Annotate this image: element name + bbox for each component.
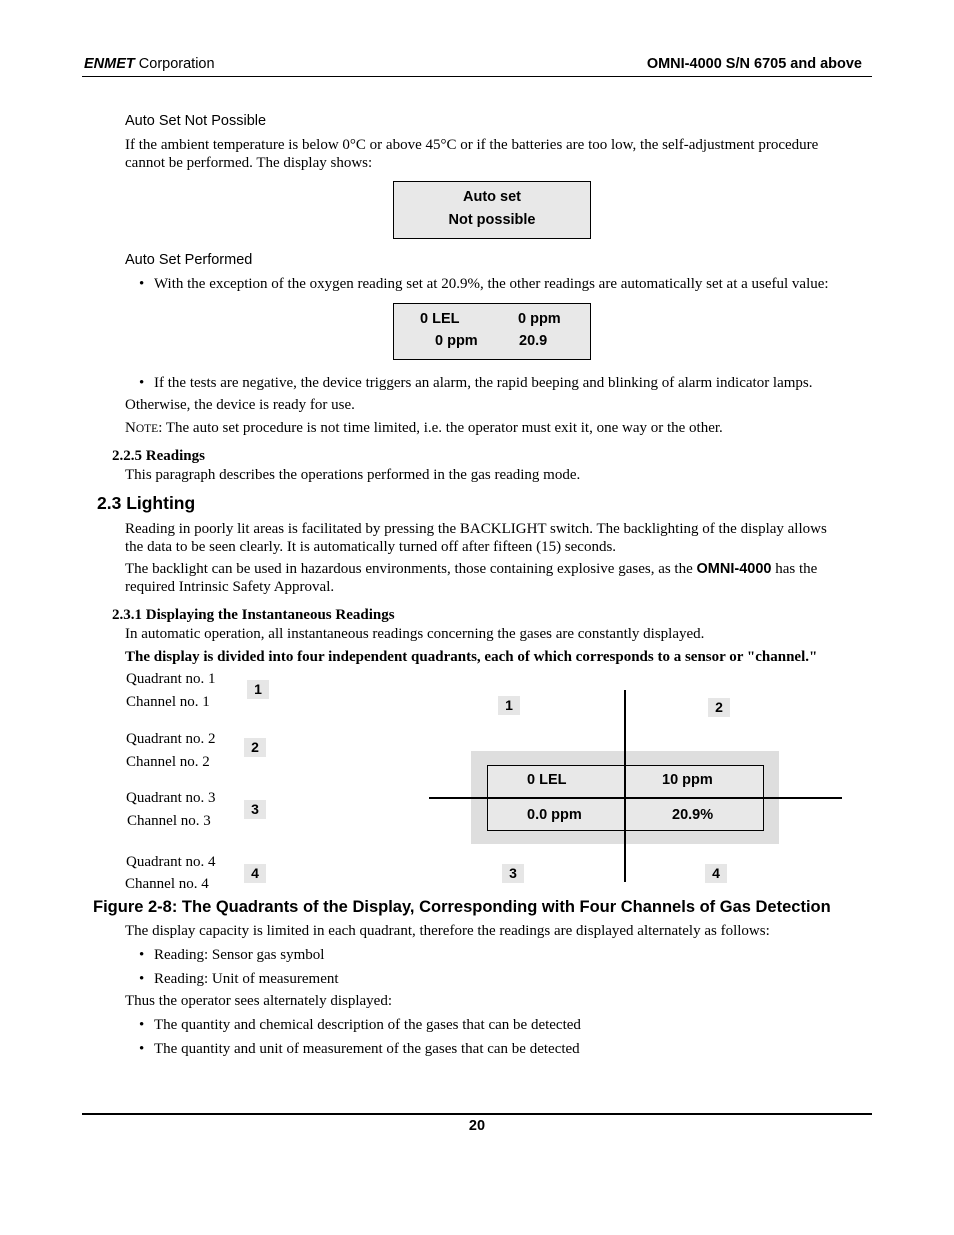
display-line: Not possible [448, 212, 536, 228]
product-name: OMNI-4000 [696, 561, 772, 577]
figure-caption: Figure 2-8: The Quadrants of the Display, Corresponding with Four Channels of Gas Detection [93, 898, 831, 916]
quadrant-1-reading: 0 LEL [527, 772, 567, 788]
lighting-heading: 2.3 Lighting [97, 493, 196, 513]
paragraph-line: required Intrinsic Safety Approval. [125, 579, 335, 595]
quadrant-3-reading: 0.0 ppm [527, 807, 582, 823]
bullet-item: • The quantity and unit of measurement of the gases that can be detected [154, 1040, 580, 1058]
diagram-quadrant-label: 3 [502, 864, 524, 883]
quadrant-badge: 4 [244, 864, 266, 883]
bullet-item: • The quantity and chemical description of the gases that can be detected [154, 1016, 581, 1034]
quadrant-label: Quadrant no. 2 [126, 731, 216, 747]
auto-set-performed-heading: Auto Set Performed [125, 252, 253, 268]
note-text: : The auto set procedure is not time limited, i.e. the operator must exit it, one way or the other. [158, 420, 723, 436]
company-brand: ENMET [84, 56, 135, 72]
note-initial: N [125, 420, 136, 436]
company-suffix: Corporation [134, 56, 215, 72]
display-cell: 20.9 [519, 333, 548, 349]
paragraph-line: cannot be performed. The display shows: [125, 155, 373, 171]
header-model: OMNI-4000 S/N 6705 and above [646, 56, 862, 72]
diagram-quadrant-label: 1 [498, 696, 520, 715]
display-not-possible [393, 181, 591, 239]
paragraph-line: Thus the operator sees alternately displayed: [125, 993, 392, 1009]
text-span: The backlight can be used in hazardous environments, those containing explosive gases, as the [125, 561, 697, 577]
quadrant-badge: 2 [244, 738, 266, 757]
text-span: has the [771, 561, 818, 577]
paragraph-line: This paragraph describes the operations performed in the gas reading mode. [125, 467, 581, 483]
header-company [84, 56, 215, 72]
note-smallcaps: OTE [135, 423, 159, 435]
bullet-item: • If the tests are negative, the device triggers an alarm, the rapid beeping and blinking of alarm indicator lamps. [154, 374, 813, 392]
bullet-item: • With the exception of the oxygen reading set at 20.9%, the other readings are automatically set at a useful value: [154, 275, 829, 293]
header-rule [82, 76, 872, 77]
quadrant-label: Quadrant no. 3 [126, 790, 216, 806]
quadrant-badge: 1 [247, 680, 269, 699]
paragraph-line: The display capacity is limited in each quadrant, therefore the readings are displayed alternately as follows: [125, 923, 770, 939]
paragraph-line [125, 560, 817, 578]
quadrant-label: Quadrant no. 4 [126, 854, 216, 870]
display-line: Auto set [463, 189, 521, 205]
display-cell: 0 ppm [435, 333, 478, 349]
channel-label: Channel no. 2 [126, 754, 210, 770]
note [125, 419, 723, 438]
quadrant-2-reading: 10 ppm [662, 772, 713, 788]
bullet-item: • Reading: Sensor gas symbol [154, 946, 324, 964]
diagram-quadrant-label: 2 [708, 698, 730, 717]
display-cell: 0 LEL [420, 311, 460, 327]
horizontal-divider [429, 797, 842, 799]
paragraph-line: Otherwise, the device is ready for use. [125, 397, 355, 413]
quadrant-badge: 3 [244, 800, 266, 819]
channel-label: Channel no. 3 [127, 813, 211, 829]
paragraph-line: Reading in poorly lit areas is facilitated by pressing the BACKLIGHT switch. The backlighting of the display allows [125, 521, 827, 537]
paragraph-line: If the ambient temperature is below 0°C or above 45°C or if the batteries are too low, the self-adjustment procedure [125, 137, 819, 153]
channel-label: Channel no. 4 [125, 876, 209, 892]
quadrant-label: Quadrant no. 1 [126, 671, 216, 687]
display-cell: 0 ppm [518, 311, 561, 327]
readings-heading: 2.2.5 Readings [112, 448, 205, 464]
vertical-divider [624, 690, 626, 882]
channel-label: Channel no. 1 [126, 694, 210, 710]
instantaneous-heading: 2.3.1 Displaying the Instantaneous Readings [112, 607, 395, 623]
diagram-quadrant-label: 4 [705, 864, 727, 883]
bullet-item: • Reading: Unit of measurement [154, 970, 339, 988]
display-auto-set [393, 303, 591, 360]
footer-rule [82, 1113, 872, 1115]
quadrant-4-reading: 20.9% [672, 807, 714, 823]
paragraph-line: the data to be seen clearly. It is automatically turned off after fifteen (15) seconds. [125, 539, 617, 555]
bold-paragraph: The display is divided into four independent quadrants, each of which corresponds to a sensor or "channel." [125, 649, 818, 665]
auto-set-not-possible-heading: Auto Set Not Possible [125, 113, 267, 129]
paragraph-line: In automatic operation, all instantaneous readings concerning the gases are constantly displayed. [125, 626, 705, 642]
page-number: 20 [468, 1118, 486, 1134]
